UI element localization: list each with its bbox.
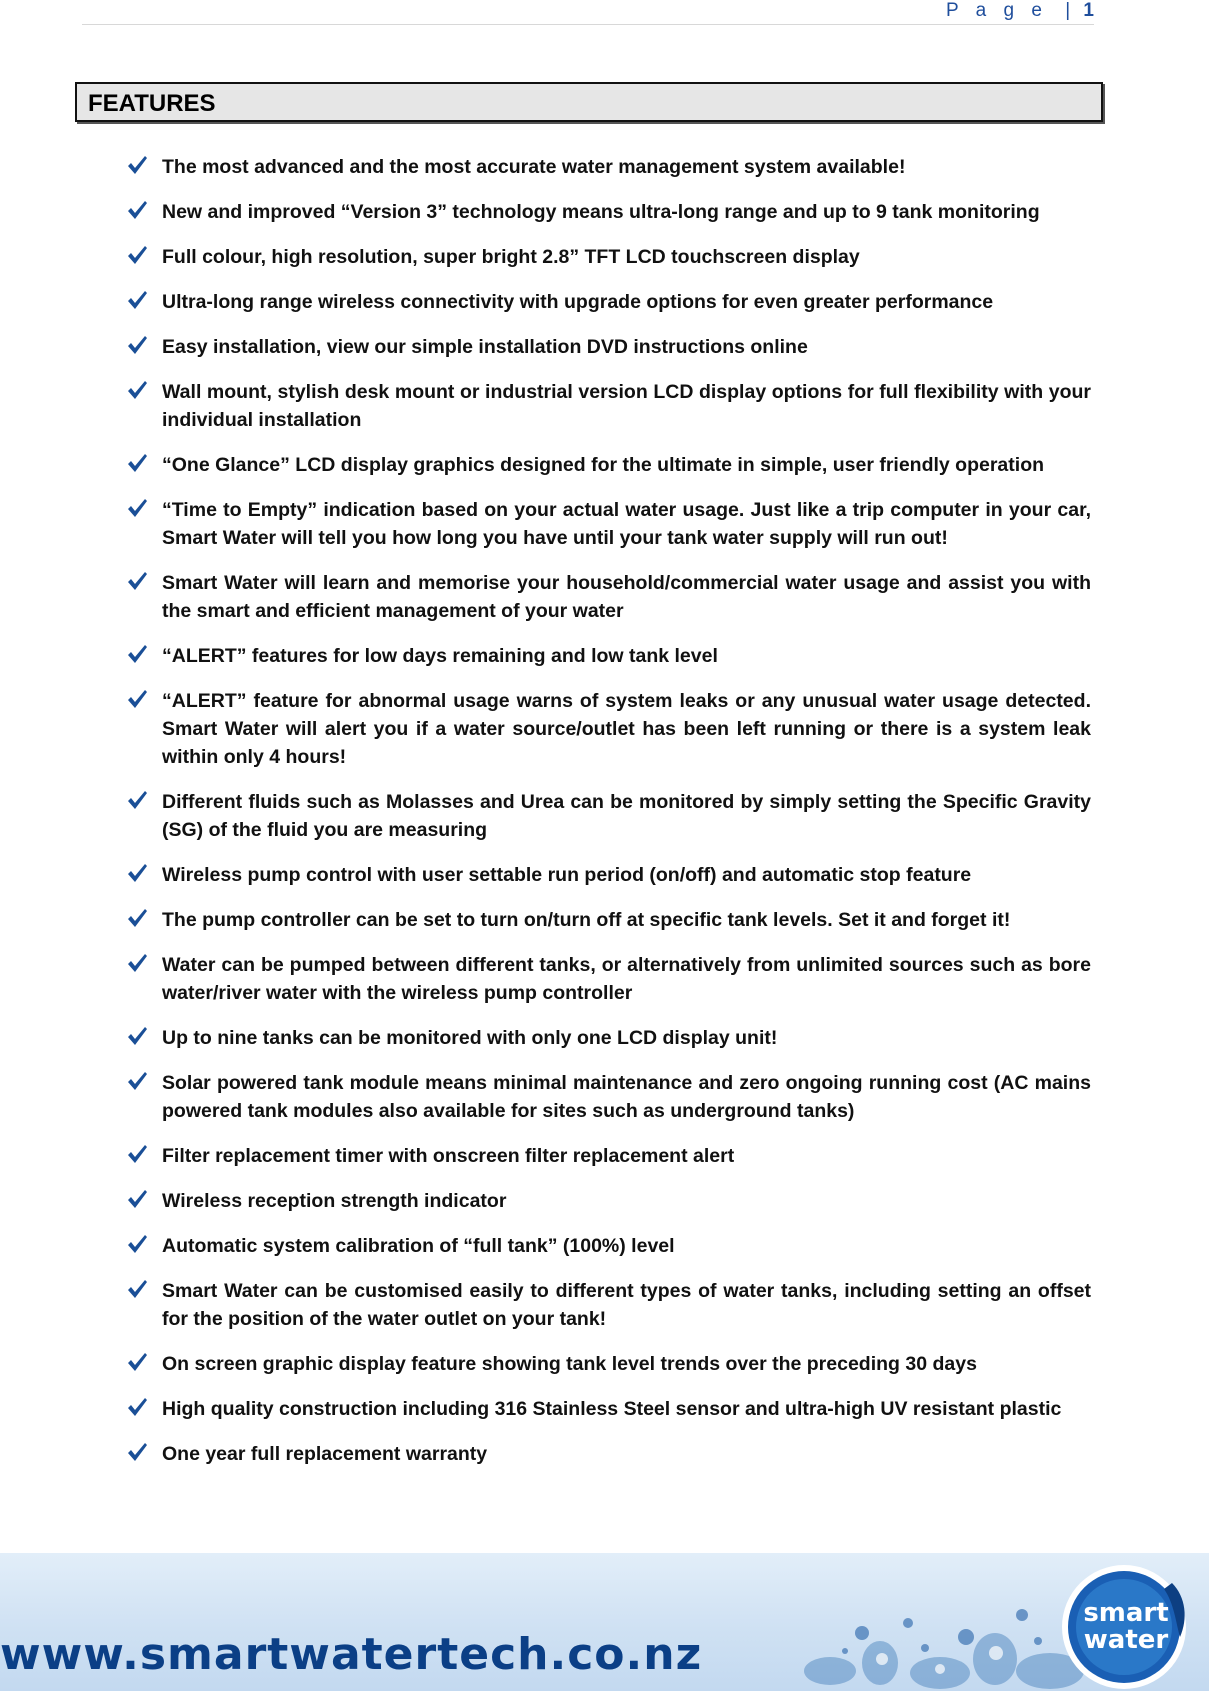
- feature-text: Smart Water will learn and memorise your household/commercial water usage and assist you with the smart and efficient management of your water: [162, 572, 1091, 622]
- feature-text: Wall mount, stylish desk mount or industrial version LCD display options for full flexibility with your individual installation: [162, 381, 1091, 431]
- feature-text: High quality construction including 316 Stainless Steel sensor and ultra-high UV resistant plastic: [162, 1398, 1062, 1420]
- feature-text: Solar powered tank module means minimal maintenance and zero ongoing running cost (AC mains powered tank modules also available for sites such as underground tanks): [162, 1072, 1091, 1122]
- page-separator: |: [1065, 0, 1073, 21]
- section-title: FEATURES: [88, 90, 216, 117]
- feature-text: Automatic system calibration of “full tank” (100%) level: [162, 1235, 675, 1257]
- feature-item: [126, 198, 1091, 226]
- feature-item: [126, 451, 1091, 479]
- feature-text: New and improved “Version 3” technology means ultra-long range and up to 9 tank monitoring: [162, 201, 1040, 223]
- feature-text: Water can be pumped between different tanks, or alternatively from unlimited sources such as bore water/river water with the wireless pump controller: [162, 954, 1091, 1004]
- checkmark-icon: [126, 1233, 148, 1255]
- feature-text: Smart Water can be customised easily to different types of water tanks, including setting an offset for the position of the water outlet on your tank!: [162, 1280, 1091, 1330]
- feature-item: [126, 1024, 1091, 1052]
- logo-wordmark: [1083, 1600, 1169, 1654]
- checkmark-icon: [126, 452, 148, 474]
- feature-text: Ultra-long range wireless connectivity with upgrade options for even greater performance: [162, 291, 994, 313]
- feature-text: Up to nine tanks can be monitored with only one LCD display unit!: [162, 1027, 778, 1049]
- checkmark-icon: [126, 1188, 148, 1210]
- checkmark-icon: [126, 379, 148, 401]
- features-list: [126, 153, 1091, 1485]
- logo-line-water: water: [1083, 1625, 1169, 1655]
- checkmark-icon: [126, 244, 148, 266]
- checkmark-icon: [126, 199, 148, 221]
- page-number: 1: [1083, 0, 1094, 21]
- feature-text: “Time to Empty” indication based on your actual water usage. Just like a trip computer in your car, Smart Water will tell you how long you have until your tank water supply will run out!: [162, 499, 1091, 549]
- feature-text: “ALERT” feature for abnormal usage warns of system leaks or any unusual water usage detected. Smart Water will alert you if a water source/outlet has been left running or there is a system leak within only 4 hours!: [162, 690, 1091, 768]
- feature-text: Wireless pump control with user settable run period (on/off) and automatic stop feature: [162, 864, 972, 886]
- features-heading-box: [75, 82, 1103, 122]
- checkmark-icon: [126, 862, 148, 884]
- logo-line-smart: smart: [1083, 1598, 1169, 1628]
- feature-text: The most advanced and the most accurate water management system available!: [162, 156, 906, 178]
- checkmark-icon: [126, 1143, 148, 1165]
- page-header: [82, 0, 1094, 25]
- feature-item: [126, 951, 1091, 1007]
- checkmark-icon: [126, 643, 148, 665]
- feature-item: [126, 496, 1091, 552]
- feature-item: [126, 1350, 1091, 1378]
- feature-item: [126, 243, 1091, 271]
- checkmark-icon: [126, 1070, 148, 1092]
- feature-text: Wireless reception strength indicator: [162, 1190, 507, 1212]
- feature-text: “ALERT” features for low days remaining and low tank level: [162, 645, 718, 667]
- page-number-indicator: [946, 0, 1094, 22]
- checkmark-icon: [126, 789, 148, 811]
- checkmark-icon: [126, 1025, 148, 1047]
- feature-item: [126, 1187, 1091, 1215]
- feature-item: [126, 333, 1091, 361]
- website-url: www.smartwatertech.co.nz: [0, 1629, 703, 1680]
- checkmark-icon: [126, 154, 148, 176]
- footer-banner: [0, 1553, 1209, 1691]
- feature-item: [126, 642, 1091, 670]
- checkmark-icon: [126, 1278, 148, 1300]
- feature-item: [126, 1069, 1091, 1125]
- feature-item: [126, 1395, 1091, 1423]
- checkmark-icon: [126, 952, 148, 974]
- checkmark-icon: [126, 334, 148, 356]
- feature-text: Full colour, high resolution, super bright 2.8” TFT LCD touchscreen display: [162, 246, 860, 268]
- checkmark-icon: [126, 1396, 148, 1418]
- checkmark-icon: [126, 497, 148, 519]
- checkmark-icon: [126, 570, 148, 592]
- feature-item: [126, 1142, 1091, 1170]
- feature-item: [126, 1277, 1091, 1333]
- checkmark-icon: [126, 1351, 148, 1373]
- feature-item: [126, 288, 1091, 316]
- feature-item: [126, 1232, 1091, 1260]
- feature-text: Different fluids such as Molasses and Urea can be monitored by simply setting the Specific Gravity (SG) of the fluid you are measuring: [162, 791, 1091, 841]
- feature-item: [126, 861, 1091, 889]
- feature-text: “One Glance” LCD display graphics designed for the ultimate in simple, user friendly operation: [162, 454, 1045, 476]
- feature-text: On screen graphic display feature showing tank level trends over the preceding 30 days: [162, 1353, 977, 1375]
- feature-item: [126, 378, 1091, 434]
- feature-item: [126, 906, 1091, 934]
- feature-item: [126, 687, 1091, 771]
- feature-text: Easy installation, view our simple installation DVD instructions online: [162, 336, 808, 358]
- checkmark-icon: [126, 1441, 148, 1463]
- feature-text: The pump controller can be set to turn on/turn off at specific tank levels. Set it and forget it!: [162, 909, 1011, 931]
- feature-text: One year full replacement warranty: [162, 1443, 488, 1465]
- feature-item: [126, 153, 1091, 181]
- feature-text: Filter replacement timer with onscreen filter replacement alert: [162, 1145, 735, 1167]
- checkmark-icon: [126, 688, 148, 710]
- checkmark-icon: [126, 907, 148, 929]
- feature-item: [126, 1440, 1091, 1468]
- page-label: P a g e: [946, 0, 1048, 21]
- feature-item: [126, 788, 1091, 844]
- water-splash-graphic: [790, 1593, 1090, 1691]
- feature-item: [126, 569, 1091, 625]
- checkmark-icon: [126, 289, 148, 311]
